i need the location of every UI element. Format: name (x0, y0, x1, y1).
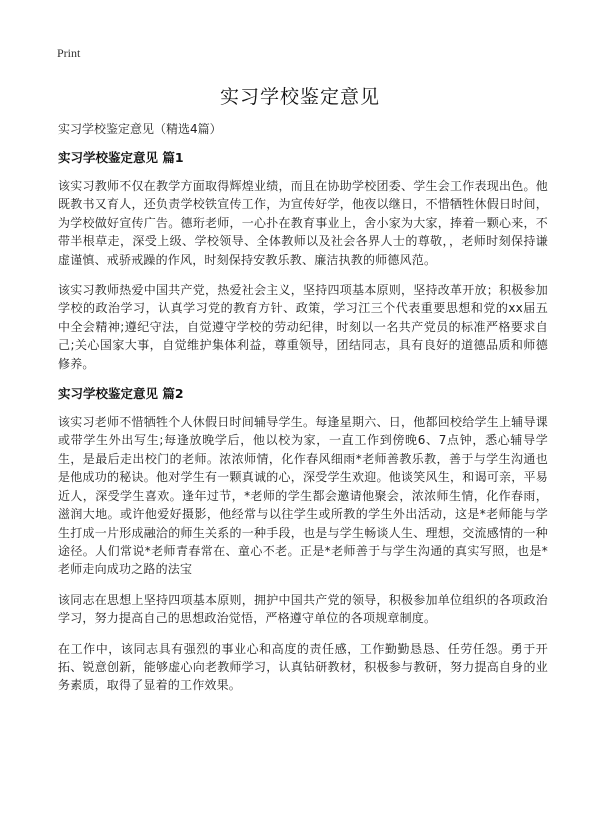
section-2-paragraph-1: 该实习老师不惜牺牲个人休假日时间辅导学生。每逢星期六、日，他都回校给学生上辅导课或带学生外出写生;每逢放晚学后，他以校为家，一直工作到傍晚6、7点钟，悉心辅导学生，是最后走出校门的老师。浓浓师情，化作春风细雨*老师善教乐教，善于与学生沟通也是他成功的秘诀。他对学生有一颗真诚的心，深受学生欢迎。他谈笑风生，和谒可亲，平易近人，深受学生喜欢。逢年过节，*老师的学生都会邀请他聚会，浓浓师生情，化作春雨，滋润大地。或许他爱好摄影，他经常与以往学生或所教的学生外出活动，这是*老师能与学生打成一片形成融洽的师生关系的一种手段，也是与学生畅谈人生、理想，交流感情的一种途径。人们常说*老师青春常在、童心不老。正是*老师善于与学生沟通的真实写照，也是*老师走向成功之路的法宝 (58, 415, 548, 577)
print-link[interactable]: Print (57, 46, 81, 60)
section-1-paragraph-2: 该实习教师热爱中国共产党，热爱社会主义，坚持四项基本原则，坚持改革开放；积极参加学校的政治学习，认真学习党的教育方针、政策，学习江三个代表重要思想和党的xx届五中全会精神;遵纪守法，自觉遵守学校的劳动纪律，时刻以一名共产党员的标准严格要求自己;关心国家大事，自觉维护集体利益，尊重领导，团结同志，具有良好的道德品质和师德修养。 (58, 283, 548, 371)
document-title: 实习学校鉴定意见 (219, 86, 380, 108)
section-heading-1: 实习学校鉴定意见 篇1 (58, 150, 184, 165)
section-2-paragraph-2: 该同志在思想上坚持四项基本原则，拥护中国共产党的领导，积极参加单位组织的各项政治学习，努力提高自己的思想政治觉悟，严格遵守单位的各项规章制度。 (58, 592, 548, 626)
document-body (58, 120, 548, 707)
document-subtitle: 实习学校鉴定意见（精选4篇） (58, 122, 222, 136)
section-1-paragraph-1: 该实习教师不仅在教学方面取得辉煌业绩，而且在协助学校团委、学生会工作表现出色。他既教书又育人，还负责学校铁宣传工作，为宣传好学，他夜以继日，不惜牺牲休假日时间，为学校做好宣传广告。德珩老师，一心扑在教育事业上，舍小家为大家，捧着一颗心来，不带半根草走，深受上级、学校领导、全体教师以及社会各界人士的尊敬，，老师时刻保持谦虚谨慎、戒骄戒躁的作风，时刻保持安教乐教、廉洁执教的师德风范。 (58, 179, 548, 267)
section-heading-2: 实习学校鉴定意见 篇2 (58, 386, 184, 402)
section-2-paragraph-3: 在工作中，该同志具有强烈的事业心和高度的责任感，工作勤勤恳恳、任劳任怨。勇于开拓、锐意创新，能够虚心向老教师学习，认真钻研教材，积极参与教研，努力提高自身的业务素质，取得了显着的工作效果。 (58, 641, 548, 693)
